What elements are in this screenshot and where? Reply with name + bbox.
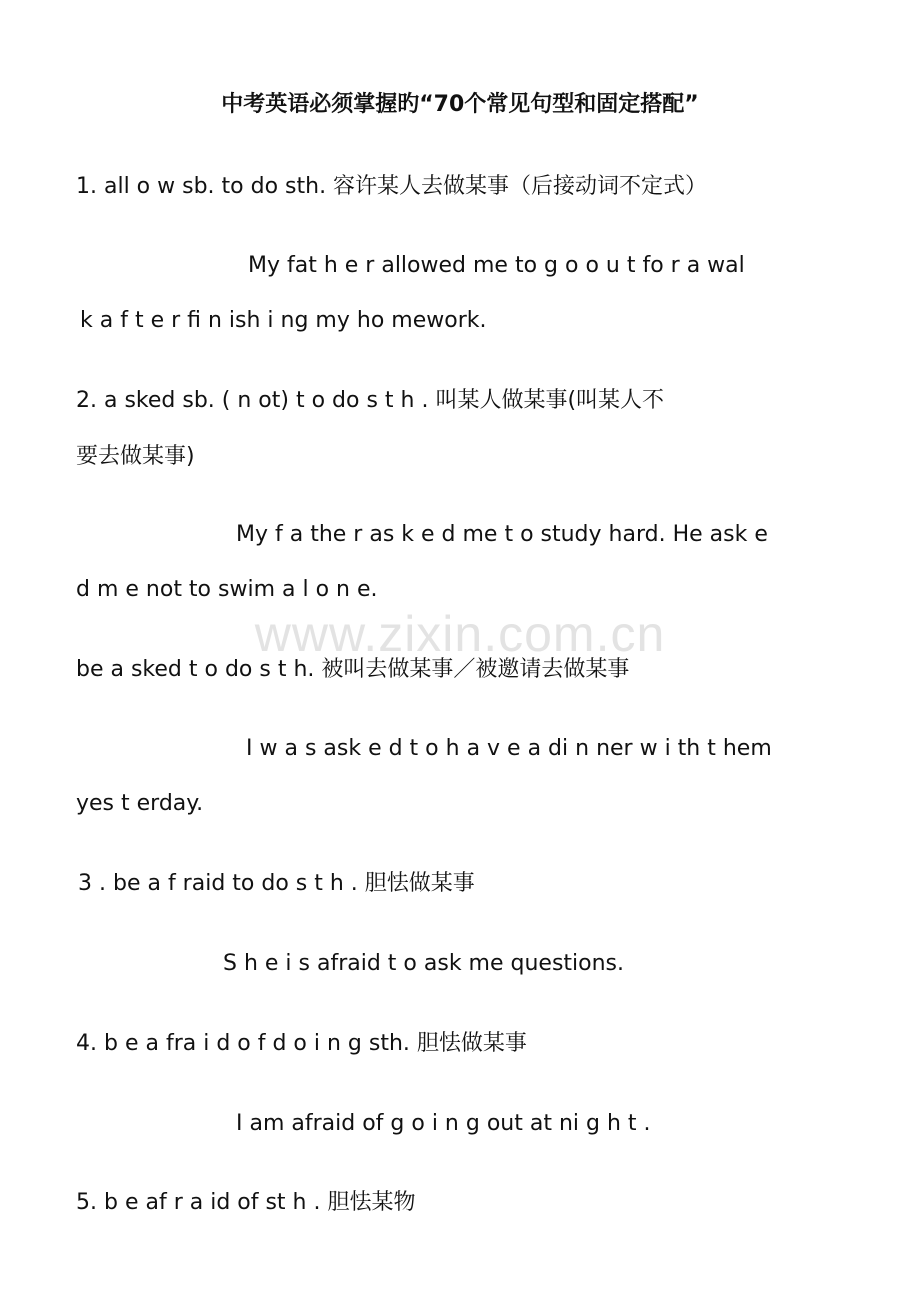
item-4-heading: 4. b e a fra i d o f d o i n g sth. 胆怯做某事: [76, 1031, 527, 1056]
watermark: www.zixin.com.cn: [254, 606, 666, 662]
item-2b-example-line-1: I w a s ask e d t o h a v e a di n ner w i th t hem: [246, 736, 772, 761]
item-2-heading-line-2: 要去做某事): [76, 444, 195, 469]
item-1-heading: 1. all o w sb. to do sth. 容许某人去做某事（后接动词不定式）: [76, 174, 708, 199]
item-2-example-line-2: d m e not to swim a l o n e.: [76, 577, 378, 602]
item-4-example: I am afraid of g o i n g out at ni g h t .: [236, 1111, 651, 1136]
item-3-example: S h e i s afraid t o ask me questions.: [223, 951, 625, 976]
page-title: 中考英语必须掌握旳“70个常见句型和固定搭配”: [221, 92, 699, 117]
item-5-heading: 5. b e af r a id of st h . 胆怯某物: [76, 1190, 416, 1215]
item-1-example-line-2: k a f t e r fi n ish i ng my ho mework.: [80, 308, 487, 333]
item-3-heading: 3 . be a f raid to do s t h . 胆怯做某事: [78, 871, 475, 896]
item-2-example-line-1: My f a the r as k e d me t o study hard. He ask e: [236, 522, 768, 547]
item-2-heading-line-1: 2. a sked sb. ( n ot) t o do s t h . 叫某人做某事(叫某人不: [76, 388, 665, 413]
item-2b-example-line-2: yes t erday.: [76, 791, 204, 816]
item-2b-heading: be a sked t o do s t h. 被叫去做某事／被邀请去做某事: [76, 657, 630, 682]
item-1-example-line-1: My fat h e r allowed me to g o o u t fo r a wal: [248, 253, 745, 278]
